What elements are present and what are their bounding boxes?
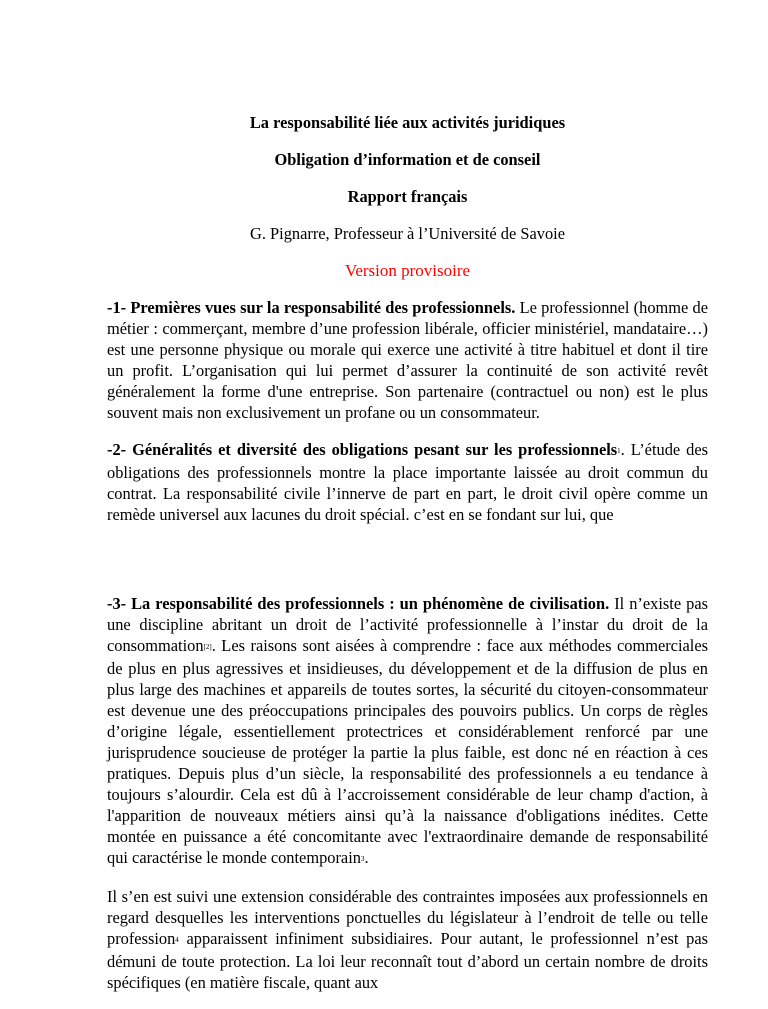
section-3-body: . Les raisons sont aisées à comprendre : face aux méthodes commerciales de plus en plus agressives et insidieuses, du développement et de la diffusion de plus en plus large des machines et appareils de toutes sortes, la sécurité du citoyen-consommateur est devenue une des préoccupations principales des pouvoirs publics. Un corps de règles d’origine légale, essentiellement protectrices et considérablement renforcé par une jurisprudence soucieuse de protéger la partie la plus faible, est donc né en réaction à ces pratiques. Depuis plus d’un siècle, la responsabilité des professionnels a eu tendance à toujours s’alourdir. Cela est dû à l’accroissement considérable de leur champ d'action, à l'apparition de nouveaux métiers ainsi qu’à la naissance d'obligations inédites. Cette montée en puissance a été concomitante avec l'extraordinaire demande de responsabilité qui caractérise le monde contemporain bbox=[107, 636, 708, 867]
section-2-heading: -2- Généralités et diversité des obligations pesant sur les professionnels bbox=[107, 440, 618, 459]
document-subtitle: Obligation d’information et de conseil bbox=[274, 150, 541, 169]
footnote-ref[interactable]: 1 bbox=[617, 447, 621, 455]
section-3 bbox=[107, 593, 708, 870]
footnote-ref[interactable]: [2] bbox=[203, 643, 212, 651]
footnote-ref[interactable]: 4 bbox=[175, 936, 179, 944]
section-3-continued bbox=[107, 886, 708, 993]
document-page bbox=[107, 112, 708, 1009]
section-3-body: Il n’existe pas une discipline abritant un droit de l’activité professionnelle à l’instar du droit de la consommation bbox=[107, 594, 708, 655]
section-1-heading: -1- Premières vues sur la responsabilité des professionnels. bbox=[107, 298, 516, 317]
section-2 bbox=[107, 439, 708, 525]
paragraph-body: Il s’en est suivi une extension considérable des contraintes imposées aux professionnels en regard desquelles les interventions ponctuelles du législateur à l’endroit de telle ou telle profession bbox=[107, 887, 708, 948]
author-line: G. Pignarre, Professeur à l’Université de Savoie bbox=[250, 224, 565, 243]
report-label: Rapport français bbox=[347, 187, 468, 206]
section-1-body: Le professionnel (homme de métier : commerçant, membre d’une profession libérale, officier ministériel, mandataire…) est une personne physique ou morale qui exerce une activité à titre habituel et dont il tire un profit. L’organisation qui lui permet d’assurer la continuité de son activité revêt généralement la forme d'une entreprise. Son partenaire (contractuel ou non) est le plus souvent mais non exclusivement un profane ou un consommateur. bbox=[107, 298, 709, 422]
document-title: La responsabilité liée aux activités juridiques bbox=[249, 113, 566, 132]
version-label: Version provisoire bbox=[344, 261, 471, 280]
section-1 bbox=[107, 297, 708, 423]
section-2-body: . L’étude des obligations des professionnels montre la place importante laissée au droit commun du contrat. La responsabilité civile l’innerve de part en part, le droit civil opère comme un remède universel aux lacunes du droit spécial. c’est en se fondant sur lui, que bbox=[107, 440, 708, 524]
section-3-body: . bbox=[364, 848, 369, 867]
paragraph-body: apparaissent infiniment subsidiaires. Pour autant, le professionnel n’est pas démuni de toute protection. La loi leur reconnaît tout d’abord un certain nombre de droits spécifiques (en matière fiscale, quant aux bbox=[107, 929, 708, 992]
footnote-ref[interactable]: 3 bbox=[360, 855, 365, 863]
section-3-heading: -3- La responsabilité des professionnels : un phénomène de civilisation. bbox=[107, 594, 610, 613]
